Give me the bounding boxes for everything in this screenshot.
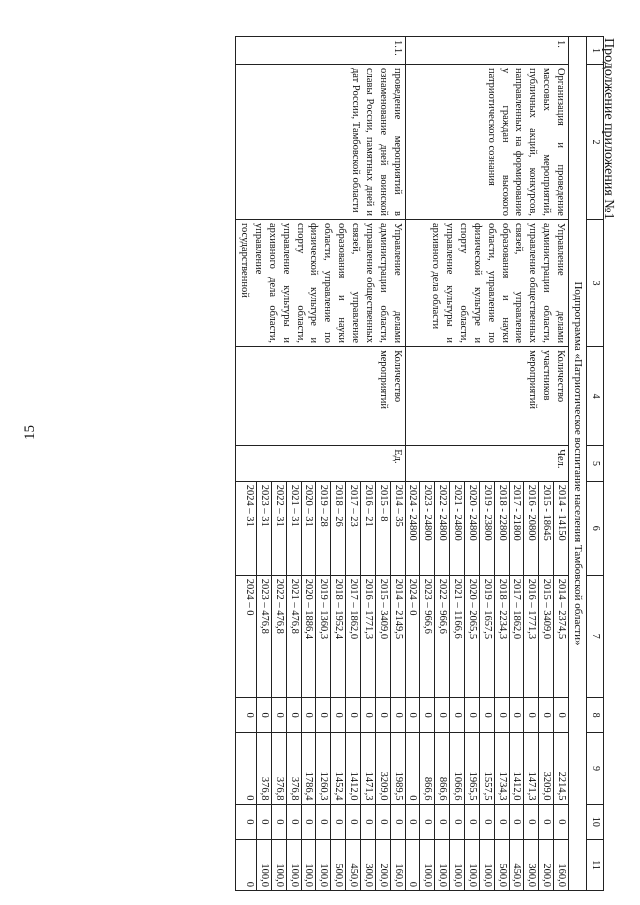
year-value: 100,0 (286, 840, 301, 890)
year-value: 2015 – 3409,0 (375, 576, 390, 697)
year-value: 2018 - 22800 (494, 482, 509, 575)
year-value: 2015 – 8 (375, 482, 390, 575)
year-value: 100,0 (434, 840, 449, 890)
year-value: 100,0 (479, 840, 494, 890)
year-value: 2021 – 1166,6 (449, 576, 464, 697)
year-value: 2019 – 1360,3 (315, 576, 330, 697)
executors: Управление делами администрации области, управление общественных связей, управление образования и науки области, управление по физической культуре и спорту области, управление культуры и архивного дела области, управление государственной (236, 219, 405, 346)
year-value: 0 (523, 698, 538, 733)
year-value: 450,0 (509, 840, 524, 890)
activity-name: проведение мероприятий в ознаменование дней воинской славы России, памятных дней и дат России, Тамбовской области (236, 64, 405, 219)
funding-cell (236, 575, 405, 697)
year-value: 1412,0 (345, 733, 360, 803)
year-value: 2014 – 35 (390, 482, 405, 575)
year-value: 0 (449, 698, 464, 733)
year-value: 450,0 (345, 840, 360, 890)
year-value: 2024 – 31 (243, 484, 255, 527)
year-value: 0 (360, 805, 375, 840)
year-value: 0 (301, 698, 316, 733)
year-value: 1066,6 (449, 733, 464, 803)
year-value: 2019 - 23800 (479, 482, 494, 575)
unit: Чел. (405, 446, 568, 482)
col-number: 7 (587, 575, 604, 697)
year-value: 0 (315, 805, 330, 840)
year-value: 2023 – 31 (256, 482, 271, 575)
year-value: 2014 – 2374,5 (553, 576, 568, 697)
year-value: 2018 – 2234,3 (494, 576, 509, 697)
year-value: 0 (407, 881, 419, 887)
year-value: 2020 – 2065,5 (464, 576, 479, 697)
activity-name: Организация и проведение массовых мероприятий, публичных акций, конкурсов, направленных на формирование у граждан высокого патриотического сознания (405, 64, 568, 219)
year-value: 100,0 (464, 840, 479, 890)
year-value: 2023 - 24800 (419, 482, 434, 575)
year-value: 1412,0 (509, 733, 524, 803)
year-value: 0 (286, 698, 301, 733)
year-value: 0 (390, 698, 405, 733)
col8-cell (405, 697, 568, 733)
year-value: 0 (256, 805, 271, 840)
year-value: 376,8 (256, 733, 271, 803)
year-value: 0 (243, 819, 255, 825)
year-value: 1471,3 (523, 733, 538, 803)
year-value: 2020 – 1886,4 (301, 576, 316, 697)
year-value: 0 (243, 712, 255, 718)
year-value: 100,0 (301, 840, 316, 890)
targets-cell (236, 481, 405, 575)
col10-cell (405, 804, 568, 840)
year-value: 2022 – 966,6 (434, 576, 449, 697)
year-value: 0 (243, 795, 255, 801)
year-value: 2016 – 21 (360, 482, 375, 575)
year-value: 2020 – 31 (301, 482, 316, 575)
table-row (236, 37, 405, 891)
year-value: 0 (434, 805, 449, 840)
row-number: 1.1. (236, 37, 405, 65)
year-value: 100,0 (419, 840, 434, 890)
col-number: 9 (587, 733, 604, 804)
year-value: 2020 - 24800 (464, 482, 479, 575)
year-value: 2022 - 24800 (434, 482, 449, 575)
col-number: 11 (587, 840, 604, 891)
year-value: 1452,4 (330, 733, 345, 803)
year-value: 300,0 (360, 840, 375, 890)
col9-cell (405, 733, 568, 804)
year-value: 2016 – 1771,3 (523, 576, 538, 697)
executors: Управление делами администрации области, управление общественных связей, управление образования и науки области, управление по физической культуре и спорту области, управление культуры и архивного дела области (405, 219, 568, 346)
year-value: 0 (407, 712, 419, 718)
col-number: 3 (587, 219, 604, 346)
year-value: 2018 – 1952,4 (330, 576, 345, 697)
year-value: 500,0 (330, 840, 345, 890)
year-value: 2017 - 21800 (509, 482, 524, 575)
year-value: 0 (301, 805, 316, 840)
rotated-table-container (64, 36, 604, 891)
year-value: 2024 – 0 (243, 578, 255, 616)
col-number: 5 (587, 446, 604, 482)
year-value: 1786,4 (301, 733, 316, 803)
year-value: 300,0 (523, 840, 538, 890)
year-value: 0 (375, 698, 390, 733)
year-value: 0 (434, 698, 449, 733)
year-value: 2017 – 23 (345, 482, 360, 575)
year-value: 0 (464, 805, 479, 840)
year-value: 0 (330, 698, 345, 733)
col11-cell (405, 840, 568, 891)
year-value: 0 (345, 805, 360, 840)
year-value: 2014 – 2149,5 (390, 576, 405, 697)
year-value: 2021 – 476,8 (286, 576, 301, 697)
year-value: 2014 - 14150 (553, 482, 568, 575)
year-value: 0 (494, 805, 509, 840)
year-value: 1260,3 (315, 733, 330, 803)
year-value: 0 (523, 805, 538, 840)
year-value: 1557,5 (479, 733, 494, 803)
year-value: 0 (419, 698, 434, 733)
year-value: 2015 – 3409,0 (538, 576, 553, 697)
year-value: 2024 – 0 (407, 578, 419, 616)
year-value: 2015 - 18645 (538, 482, 553, 575)
indicator-name: Количество мероприятий (236, 347, 405, 446)
year-value: 0 (271, 805, 286, 840)
col8-cell (236, 697, 405, 733)
year-value: 1989,5 (390, 733, 405, 803)
year-value: 2022 – 31 (271, 482, 286, 575)
year-value: 2016 – 1771,3 (360, 576, 375, 697)
year-value: 2017 – 1862,0 (345, 576, 360, 697)
year-value: 2022 – 476,8 (271, 576, 286, 697)
year-value: 0 (407, 795, 419, 801)
year-value: 2214,5 (553, 733, 568, 803)
indicator-name: Количество участников мероприятий (405, 347, 568, 446)
year-value: 0 (243, 881, 255, 887)
year-value: 0 (390, 805, 405, 840)
year-value: 0 (375, 805, 390, 840)
col-number: 8 (587, 697, 604, 733)
year-value: 100,0 (315, 840, 330, 890)
year-value: 0 (330, 805, 345, 840)
year-value: 0 (419, 805, 434, 840)
year-value: 0 (464, 698, 479, 733)
year-value: 0 (553, 805, 568, 840)
col9-cell (236, 733, 405, 804)
year-value: 2018 – 26 (330, 482, 345, 575)
subprogram-row (569, 37, 587, 891)
col10-cell (236, 804, 405, 840)
year-value: 100,0 (271, 840, 286, 890)
year-value: 0 (494, 698, 509, 733)
year-value: 376,8 (271, 733, 286, 803)
col11-cell (236, 840, 405, 891)
year-value: 2024 - 24800 (407, 484, 419, 541)
year-value: 3209,0 (538, 733, 553, 803)
row-number: 1. (405, 37, 568, 65)
column-number-row (587, 37, 604, 891)
year-value: 0 (479, 805, 494, 840)
year-value: 866,6 (419, 733, 434, 803)
year-value: 0 (256, 698, 271, 733)
year-value: 376,8 (286, 733, 301, 803)
year-value: 2016 - 20800 (523, 482, 538, 575)
year-value: 2021 – 31 (286, 482, 301, 575)
year-value: 0 (538, 805, 553, 840)
year-value: 3209,0 (375, 733, 390, 803)
col-number: 10 (587, 804, 604, 840)
year-value: 2017 – 1862,0 (509, 576, 524, 697)
year-value: 866,6 (434, 733, 449, 803)
year-value: 2019 – 1657,5 (479, 576, 494, 697)
appendix-caption: Продолжение приложения №1 (601, 38, 616, 220)
year-value: 0 (509, 805, 524, 840)
year-value: 2023 – 476,8 (256, 576, 271, 697)
year-value: 500,0 (494, 840, 509, 890)
year-value: 0 (360, 698, 375, 733)
year-value: 2019 – 28 (315, 482, 330, 575)
col-number: 2 (587, 64, 604, 219)
col-number: 4 (587, 347, 604, 446)
year-value: 2023 – 966,6 (419, 576, 434, 697)
year-value: 0 (509, 698, 524, 733)
col-number: 1 (587, 37, 604, 65)
year-value: 0 (407, 819, 419, 825)
year-value: 1471,3 (360, 733, 375, 803)
year-value: 0 (479, 698, 494, 733)
year-value: 0 (345, 698, 360, 733)
year-value: 1734,3 (494, 733, 509, 803)
year-value: 100,0 (449, 840, 464, 890)
year-value: 160,0 (553, 840, 568, 890)
unit: Ед. (236, 446, 405, 482)
targets-cell (405, 481, 568, 575)
funding-cell (405, 575, 568, 697)
year-value: 160,0 (390, 840, 405, 890)
table-row (405, 37, 568, 891)
year-value: 0 (449, 805, 464, 840)
program-table (235, 36, 604, 891)
col-number: 6 (587, 481, 604, 575)
year-value: 0 (271, 698, 286, 733)
year-value: 1965,5 (464, 733, 479, 803)
page-number: 15 (22, 425, 38, 440)
year-value: 0 (538, 698, 553, 733)
year-value: 100,0 (256, 840, 271, 890)
year-value: 200,0 (538, 840, 553, 890)
year-value: 200,0 (375, 840, 390, 890)
subprogram-title: Подпрограмма «Патриотическое воспитание населения Тамбовской области» (569, 37, 587, 891)
year-value: 0 (286, 805, 301, 840)
year-value: 2021 - 24800 (449, 482, 464, 575)
year-value: 0 (553, 698, 568, 733)
year-value: 0 (315, 698, 330, 733)
